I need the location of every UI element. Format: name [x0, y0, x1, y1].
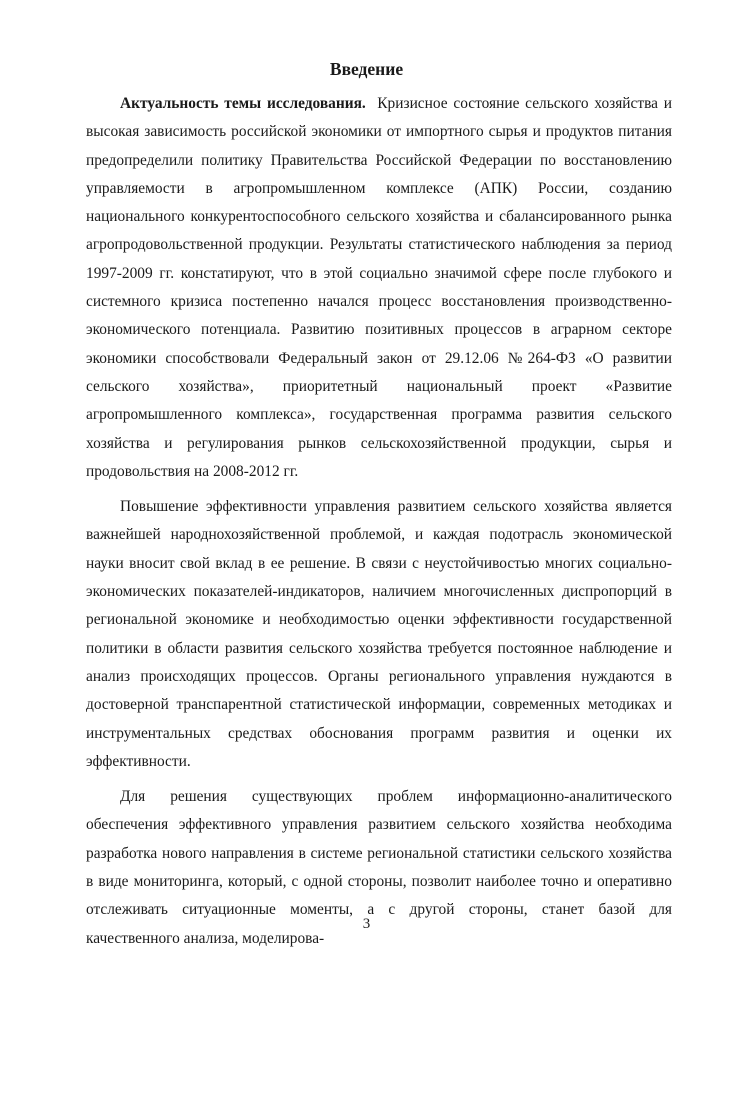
paragraph-text: Повышение эффективности управления развитием сельского хозяйства является важнейшей народнохозяйственной проблемой, и каждая подотрасль экономической науки вносит свой вклад в ее решение. В связи с неустойчивостью многих социально-экономических показателей-индикаторов, наличием многочисленных диспропорций в региональной экономике и необходимостью оценки эффективности государственной политики в области развития сельского хозяйства требуется постоянное наблюдение и анализ происходящих процессов. Органы регионального управления нуждаются в достоверной транспарентной статистической информации, современных методиках и инструментальных средствах обоснования программ развития и оценки их эффективности. — [86, 498, 672, 770]
body-text — [86, 90, 672, 953]
paragraph-text: Для решения существующих проблем информационно-аналитического обеспечения эффективного управления развитием сельского хозяйства необходима разработка нового направления в системе региональной статистики сельского хозяйства в виде мониторинга, который, с одной стороны, позволит наиболее точно и оперативно отслеживать ситуационные моменты, а с другой стороны, станет базой для качественного анализа, моделирова- — [86, 788, 672, 947]
paragraph-efficiency — [86, 493, 672, 776]
paragraph-text: Кризисное состояние сельского хозяйства и высокая зависимость российской экономики от импортного сырья и продуктов питания предопределили политику Правительства Российской Федерации по восстановлению управляемости в агропромышленном комплексе (АПК) России, созданию национального конкурентоспособного сельского хозяйства и сбалансированного рынка агропродовольственной продукции. Результаты статистического наблюдения за период 1997-2009 гг. констатируют, что в этой социально значимой сфере после глубокого и системного кризиса постепенно начался процесс восстановления производственно-экономического потенциала. Развитию позитивных процессов в аграрном секторе экономики способствовали Федеральный закон от 29.12.06 №264-ФЗ «О развитии сельского хозяйства», приоритетный национальный проект «Развитие агропромышленного комплекса», государственная программа развития сельского хозяйства и регулирования рынков сельскохозяйственной продукции, сырья и продовольствия на 2008-2012 гг. — [86, 95, 672, 480]
page-title: Введение — [329, 59, 404, 79]
paragraph-relevance — [86, 90, 672, 486]
page-number: 3 — [362, 916, 371, 932]
paragraph-lead: Актуальность темы исследования. — [120, 95, 366, 112]
